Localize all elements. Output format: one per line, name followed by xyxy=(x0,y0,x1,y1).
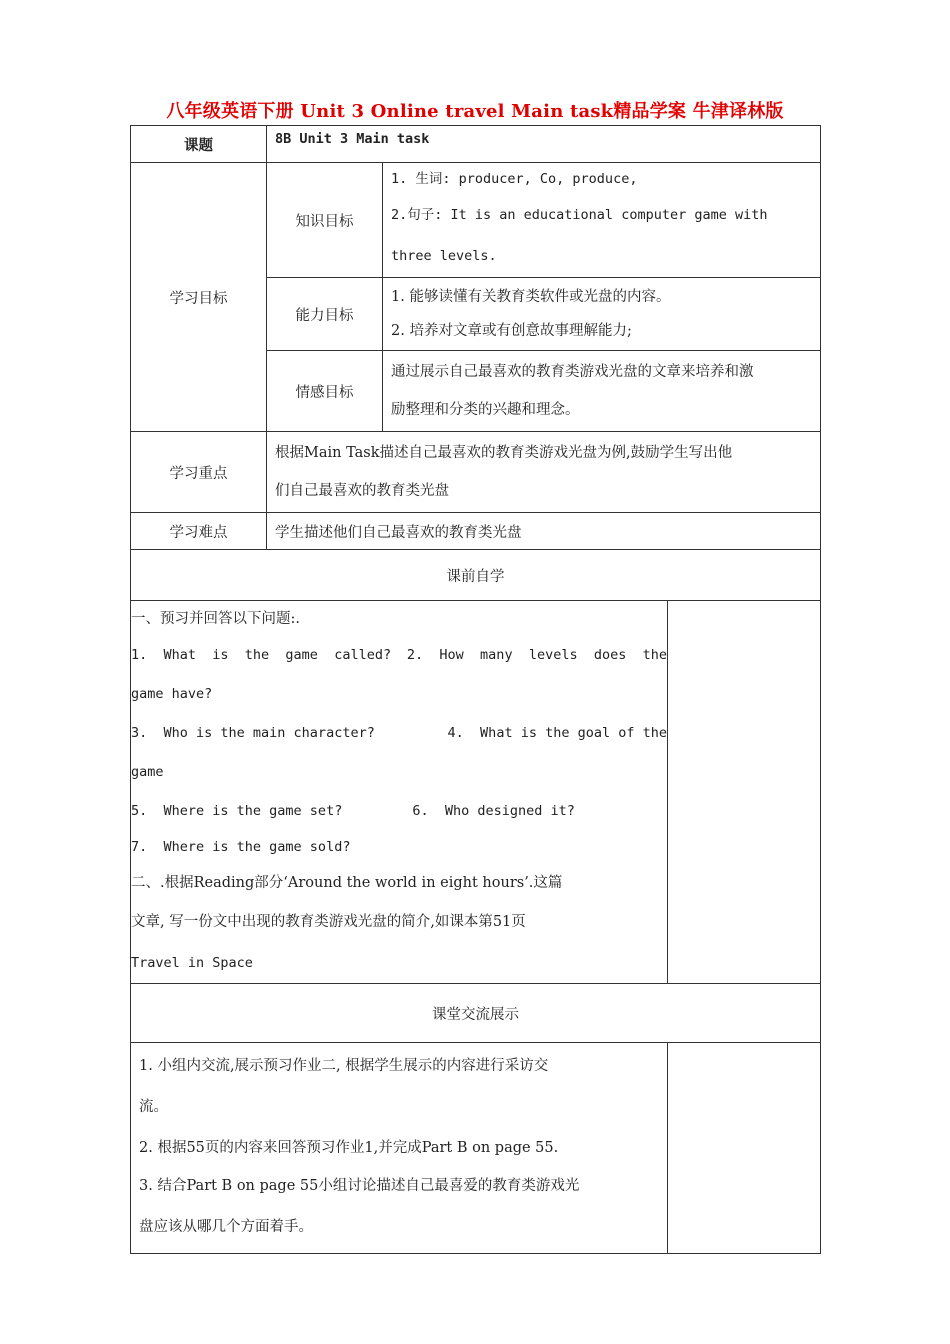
question-4: 4. What is the goal of the xyxy=(447,725,667,741)
knowledge-line-2: 2.句子: It is an educational computer game with xyxy=(391,207,768,223)
difficulties-content: 学生描述他们自己最喜欢的教育类光盘 xyxy=(267,513,821,550)
question-6: 6. Who designed it? xyxy=(412,803,575,819)
question-row-1 xyxy=(131,637,667,673)
knowledge-label: 知识目标 xyxy=(267,163,383,278)
task-2-line-2: 文章, 写一份文中出现的教育类游戏光盘的简介,如课本第51页 xyxy=(131,914,526,930)
classroom-content xyxy=(131,1043,668,1254)
preview-content xyxy=(131,601,668,984)
question-2: 2. How many levels does the xyxy=(406,647,667,663)
classroom-heading: 课堂交流展示 xyxy=(131,984,821,1043)
task-2-line-3: Travel in Space xyxy=(131,955,253,971)
ability-line-2: 2. 培养对文章或有创意故事理解能力; xyxy=(391,323,632,339)
knowledge-content xyxy=(383,163,821,278)
question-4-cont: game xyxy=(131,764,164,780)
question-3: 3. Who is the main character? xyxy=(131,725,375,741)
classroom-item-1-line-1: 1. 小组内交流,展示预习作业二, 根据学生展示的内容进行采访交 xyxy=(139,1058,549,1074)
objectives-label: 学习目标 xyxy=(131,163,267,432)
emotion-line-1: 通过展示自己最喜欢的教育类游戏光盘的文章来培养和激 xyxy=(391,364,754,380)
question-1: 1. What is the game called? xyxy=(131,647,392,663)
document-title: 八年级英语下册 Unit 3 Online travel Main task精品学案 牛津译林版 xyxy=(166,101,784,122)
task-2-line-1: 二、.根据Reading部分‘Around the world in eight hours’.这篇 xyxy=(131,875,563,891)
topic-label: 课题 xyxy=(131,126,267,163)
topic-value: 8B Unit 3 Main task xyxy=(267,126,821,163)
key-points-row xyxy=(131,432,821,513)
classroom-item-1-line-2: 流。 xyxy=(139,1099,168,1115)
classroom-item-3-line-2: 盘应该从哪几个方面着手。 xyxy=(139,1219,313,1235)
question-2-cont: game have? xyxy=(131,686,213,702)
question-5: 5. Where is the game set? xyxy=(131,803,343,819)
lesson-plan-table xyxy=(130,125,821,1254)
question-row-2 xyxy=(131,715,667,751)
emotion-label: 情感目标 xyxy=(267,351,383,432)
ability-label: 能力目标 xyxy=(267,278,383,351)
objective-knowledge-row xyxy=(131,163,821,278)
difficulties-row xyxy=(131,513,821,550)
classroom-item-3-line-1: 3. 结合Part B on page 55小组讨论描述自己最喜爱的教育类游戏光 xyxy=(139,1178,580,1194)
knowledge-line-3: three levels. xyxy=(391,248,497,264)
knowledge-line-1: 1. 生词: producer, Co, produce, xyxy=(391,171,638,187)
ability-content xyxy=(383,278,821,351)
difficulties-label: 学习难点 xyxy=(131,513,267,550)
question-row-3 xyxy=(131,793,667,829)
preview-content-row xyxy=(131,601,821,984)
classroom-heading-row xyxy=(131,984,821,1043)
ability-line-1: 1. 能够读懂有关教育类软件或光盘的内容。 xyxy=(391,289,671,305)
key-points-content xyxy=(267,432,821,513)
preview-heading-row xyxy=(131,550,821,601)
key-points-line-1: 根据Main Task描述自己最喜欢的教育类游戏光盘为例,鼓励学生写出他 xyxy=(275,445,733,461)
preview-notes-cell xyxy=(668,601,821,984)
classroom-content-row xyxy=(131,1043,821,1254)
classroom-notes-cell xyxy=(668,1043,821,1254)
question-7: 7. Where is the game sold? xyxy=(131,839,351,855)
key-points-line-2: 们自己最喜欢的教育类光盘 xyxy=(275,483,449,499)
classroom-item-2: 2. 根据55页的内容来回答预习作业1,并完成Part B on page 55. xyxy=(139,1140,559,1156)
preview-intro: 一、预习并回答以下问题:. xyxy=(131,611,300,627)
key-points-label: 学习重点 xyxy=(131,432,267,513)
preview-heading: 课前自学 xyxy=(131,550,821,601)
emotion-content xyxy=(383,351,821,432)
emotion-line-2: 励整理和分类的兴趣和理念。 xyxy=(391,402,580,418)
topic-row xyxy=(131,126,821,163)
